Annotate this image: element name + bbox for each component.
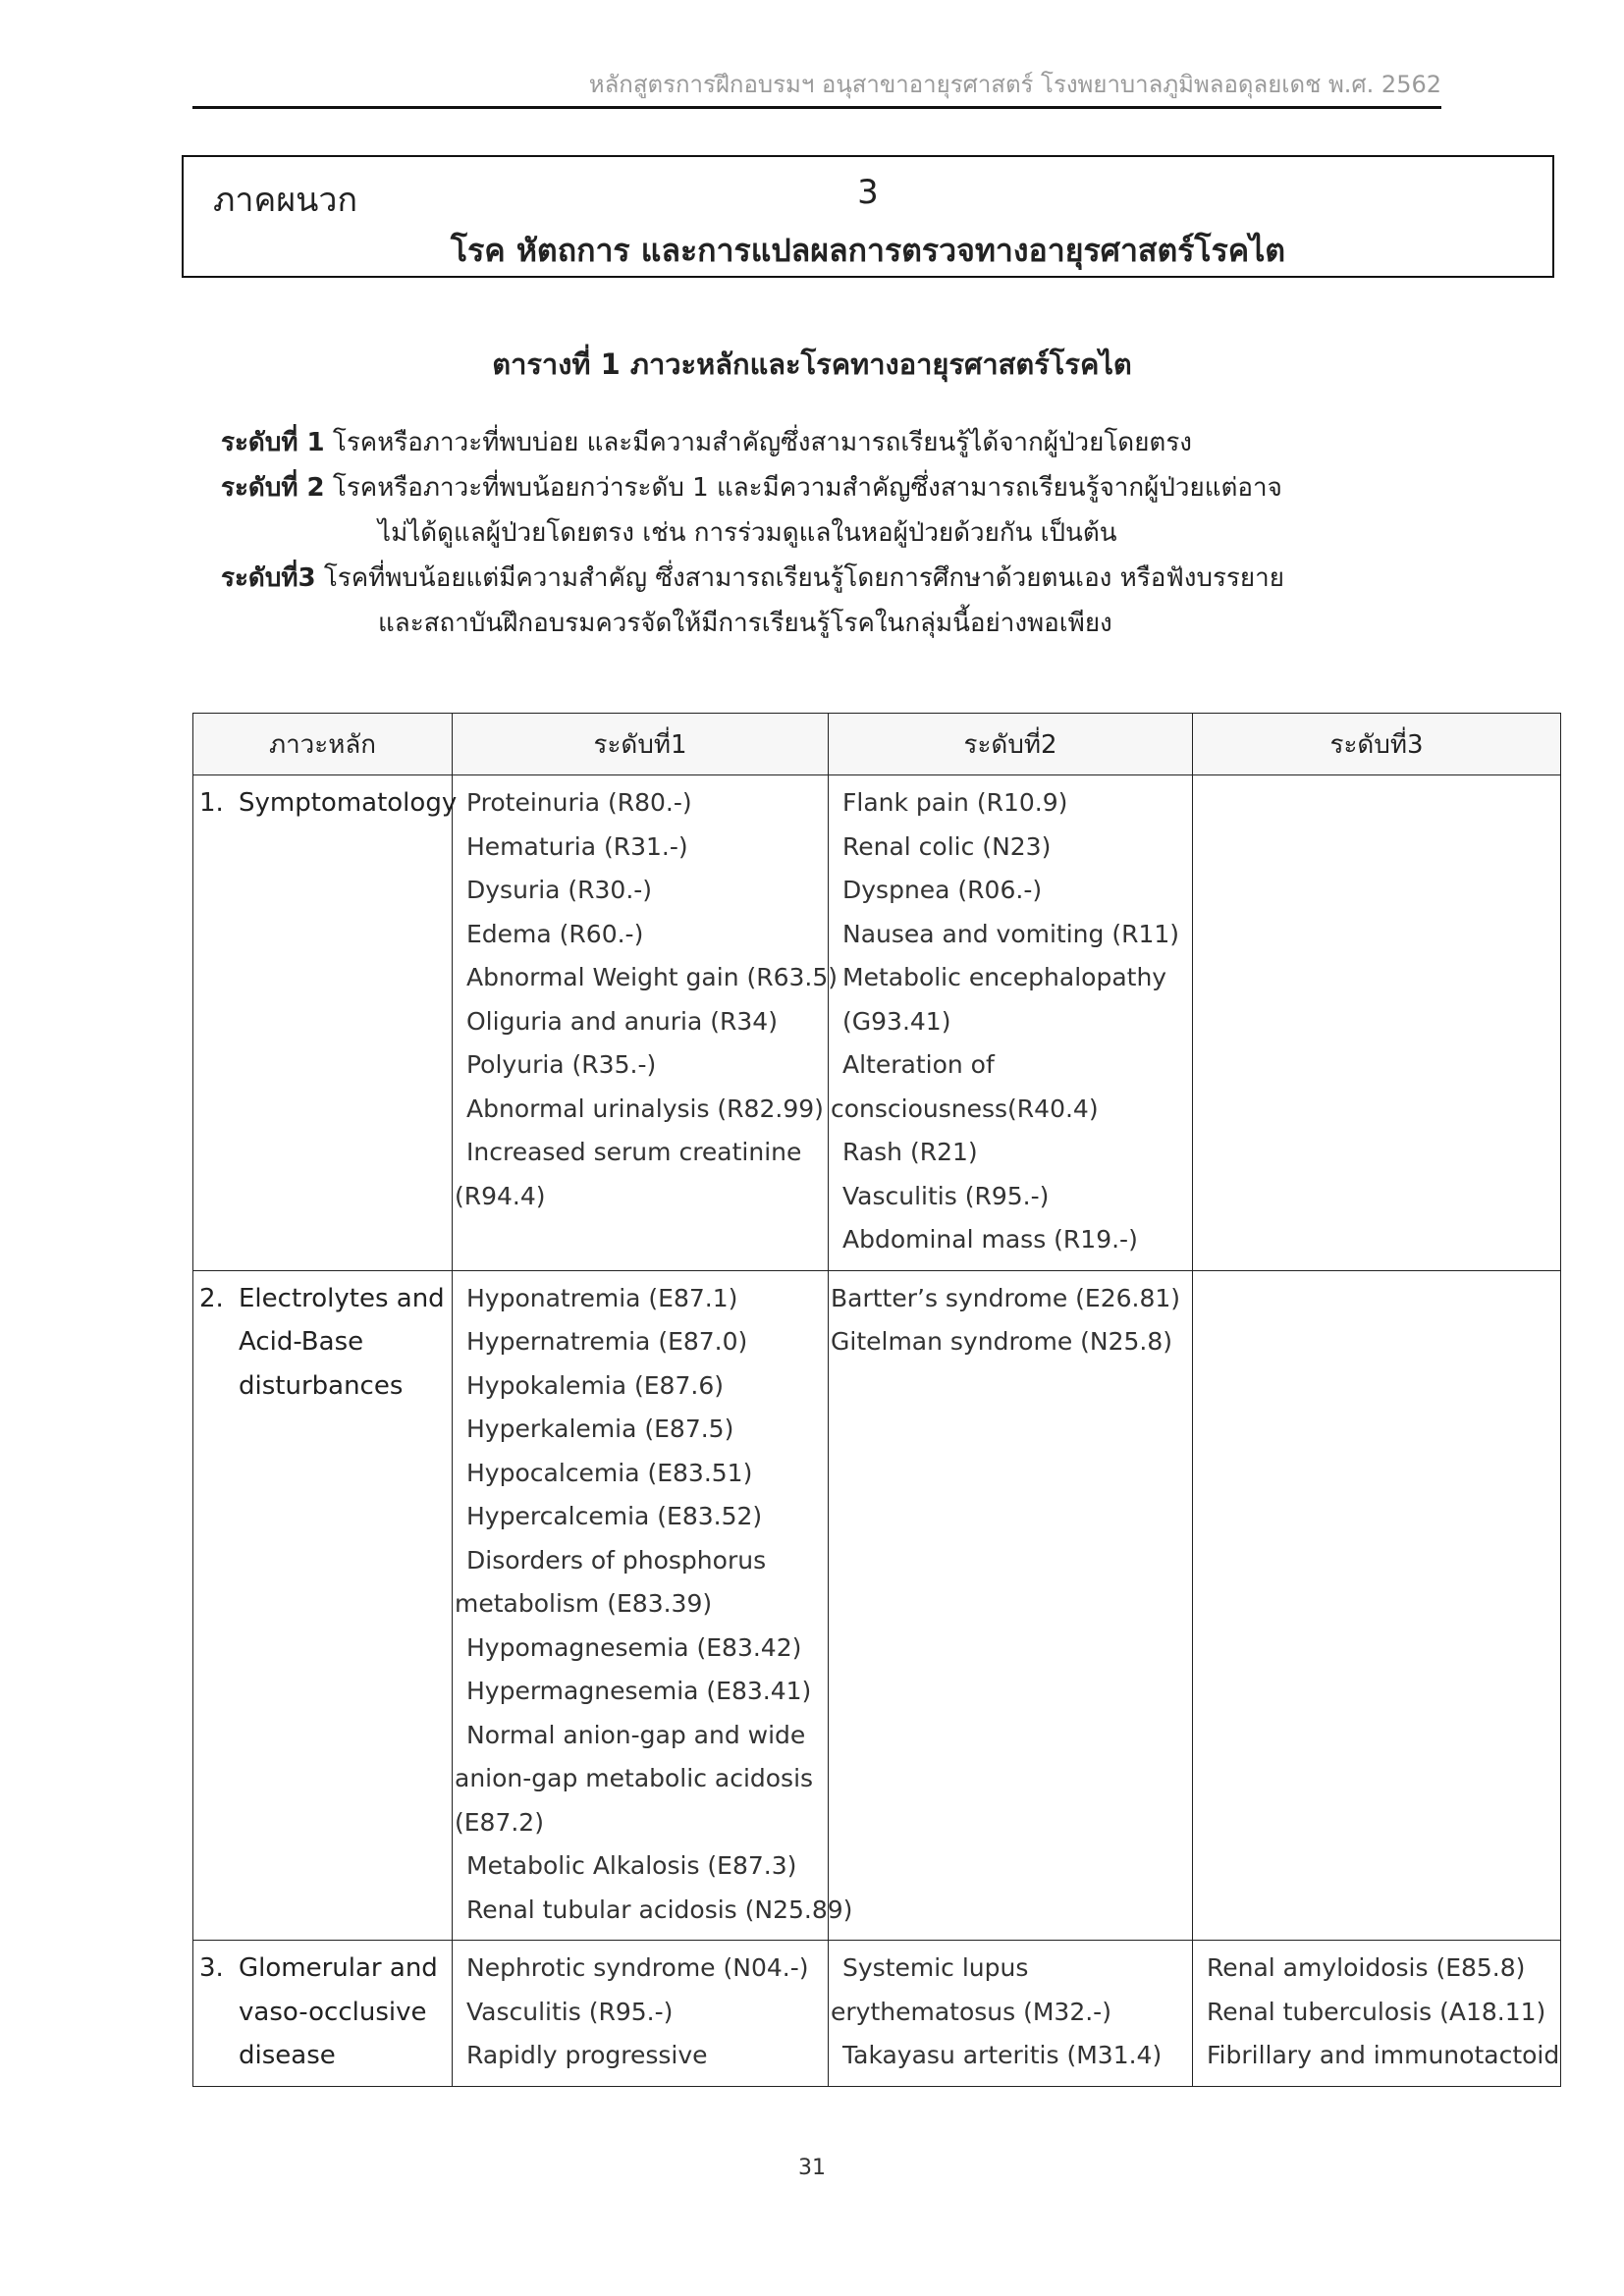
table-row xyxy=(193,1270,1561,1941)
level-1-cell xyxy=(453,775,839,1271)
level-2-cell xyxy=(829,1941,1193,2087)
appendix-title: โรค หัตถการ และการแปลผลการตรวจทางอายุรศาสตร์โรคไต xyxy=(450,232,1286,269)
list-item: Flank pain (R10.9) xyxy=(842,788,1068,817)
list-item: Dyspnea (R06.-) xyxy=(842,876,1043,904)
list-item: Polyuria (R35.-) xyxy=(466,1050,657,1079)
category-line xyxy=(193,1991,452,2035)
table-body xyxy=(193,775,1561,2087)
level-text: โรคหรือภาวะที่พบน้อยกว่าระดับ 1 และมีความสำคัญซึ่งสามารถเรียนรู้จากผู้ป่วยแต่อาจ xyxy=(324,473,1282,503)
list-item: Increased serum creatinine xyxy=(466,1138,802,1166)
category-cell xyxy=(193,1270,453,1941)
category-text: Symptomatology xyxy=(239,788,458,818)
list-item: erythematosus (M32.-) xyxy=(831,1997,1111,2026)
list-item: Bartter’s syndrome (E26.81) xyxy=(831,1283,1181,1312)
list-item: Edema (R60.-) xyxy=(466,919,644,948)
list-item: Hypermagnesemia (E83.41) xyxy=(466,1677,812,1705)
list-item: Renal colic (N23) xyxy=(842,831,1052,861)
list-item: Proteinuria (R80.-) xyxy=(466,788,692,817)
list-item: Hypomagnesemia (E83.42) xyxy=(466,1632,802,1662)
level-text: โรคที่พบน้อยแต่มีความสำคัญ ซึ่งสามารถเรียนรู้โดยการศึกษาด้วยตนเอง หรือฟังบรรยาย xyxy=(315,563,1284,593)
appendix-box xyxy=(182,155,1554,278)
level-1-definition xyxy=(221,420,1497,465)
list-item: Fibrillary and immunotactoid xyxy=(1207,2041,1560,2069)
level-key: ระดับที่ 1 xyxy=(221,428,325,457)
level-2-definition-cont: ไม่ได้ดูแลผู้ป่วยโดยตรง เช่น การร่วมดูแลในหอผู้ป่วยด้วยกัน เป็นต้น xyxy=(378,518,1117,548)
list-item: Renal amyloidosis (E85.8) xyxy=(1207,1953,1526,1982)
category-line xyxy=(193,1364,452,1409)
list-item: Vasculitis (R95.-) xyxy=(466,1997,674,2026)
level-3-cell xyxy=(1193,1270,1561,1941)
category-line xyxy=(193,1947,452,1991)
category-number: 3. xyxy=(199,1953,224,1983)
list-item: Hyponatremia (E87.1) xyxy=(466,1283,738,1312)
list-item: Rash (R21) xyxy=(842,1138,978,1166)
category-text: Electrolytes and xyxy=(239,1283,445,1313)
list-item: Hypocalcemia (E83.51) xyxy=(466,1458,753,1487)
list-item: Takayasu arteritis (M31.4) xyxy=(842,2041,1163,2069)
category-text: Acid-Base xyxy=(239,1327,364,1357)
list-item: (G93.41) xyxy=(842,1006,951,1036)
category-text: disease xyxy=(239,2041,336,2070)
list-item: Disorders of phosphorus xyxy=(466,1545,767,1575)
category-line xyxy=(193,2034,452,2078)
list-item: Hypokalemia (E87.6) xyxy=(466,1370,724,1400)
list-item: Systemic lupus xyxy=(842,1953,1029,1982)
list-item: (R94.4) xyxy=(455,1181,546,1210)
table-title: ตารางที่ 1 ภาวะหลักและโรคทางอายุรศาสตร์โรคไต xyxy=(492,347,1132,381)
category-line xyxy=(193,1320,452,1364)
category-text: Glomerular and xyxy=(239,1953,438,1983)
header-main-condition: ภาวะหลัก xyxy=(193,714,453,775)
disease-level-table xyxy=(192,713,1561,2087)
list-item: Metabolic encephalopathy xyxy=(842,963,1167,991)
list-item: Dysuria (R30.-) xyxy=(466,876,653,904)
header-level-3: ระดับที่3 xyxy=(1193,714,1561,775)
list-item: Hypernatremia (E87.0) xyxy=(466,1327,748,1356)
list-item: anion-gap metabolic acidosis xyxy=(455,1764,814,1792)
level-3-definition-cont: และสถาบันฝึกอบรมควรจัดให้มีการเรียนรู้โรคในกลุ่มนี้อย่างพอเพียง xyxy=(378,609,1112,638)
list-item: Hyperkalemia (E87.5) xyxy=(466,1415,734,1443)
category-number: 2. xyxy=(199,1283,224,1313)
level-2-cell xyxy=(829,1270,1193,1941)
header-level-2: ระดับที่2 xyxy=(829,714,1193,775)
header-rule xyxy=(192,106,1441,109)
list-item: Vasculitis (R95.-) xyxy=(842,1181,1050,1210)
level-3-cell xyxy=(1193,775,1561,1271)
list-item: Alteration of xyxy=(842,1050,995,1079)
page-number: 31 xyxy=(798,2156,826,2180)
running-header: หลักสูตรการฝึกอบรมฯ อนุสาขาอายุรศาสตร์ โรงพยาบาลภูมิพลอดุลยเดช พ.ศ. 2562 xyxy=(588,71,1441,98)
list-item: Nephrotic syndrome (N04.-) xyxy=(466,1953,809,1982)
level-2-definition xyxy=(221,465,1497,510)
category-text: disturbances xyxy=(239,1370,404,1401)
level-3-definition xyxy=(221,556,1497,601)
list-item: Nausea and vomiting (R11) xyxy=(842,919,1180,948)
list-item: Rapidly progressive xyxy=(466,2041,708,2069)
list-item: Abnormal urinalysis (R82.99) xyxy=(466,1094,824,1123)
level-definitions xyxy=(221,420,1497,646)
list-item: metabolism (E83.39) xyxy=(455,1589,713,1618)
list-item: Hypercalcemia (E83.52) xyxy=(466,1502,763,1530)
category-text: vaso-occlusive xyxy=(239,1997,427,2027)
header-level-1: ระดับที่1 xyxy=(453,714,829,775)
list-item: Abdominal mass (R19.-) xyxy=(842,1225,1138,1254)
level-key: ระดับที่3 xyxy=(221,563,316,593)
category-line xyxy=(193,1277,452,1321)
category-line xyxy=(193,781,458,826)
list-item: (E87.2) xyxy=(455,1807,544,1837)
level-key: ระดับที่ 2 xyxy=(221,473,325,503)
level-2-cell xyxy=(829,775,1193,1271)
list-item: consciousness(R40.4) xyxy=(831,1094,1099,1123)
table-row xyxy=(193,1941,1561,2087)
category-number: 1. xyxy=(199,788,224,818)
list-item: Hematuria (R31.-) xyxy=(466,831,688,861)
list-item: Oliguria and anuria (R34) xyxy=(466,1006,778,1036)
list-item: Renal tubular acidosis (N25.89) xyxy=(466,1895,853,1924)
list-item: Renal tuberculosis (A18.11) xyxy=(1207,1997,1546,2026)
list-item: Metabolic Alkalosis (E87.3) xyxy=(466,1851,797,1880)
level-1-cell xyxy=(453,1941,829,2087)
category-cell xyxy=(193,775,458,1271)
list-item: Abnormal Weight gain (R63.5) xyxy=(466,963,839,991)
level-3-cell xyxy=(1193,1941,1561,2087)
appendix-number: 3 xyxy=(857,173,879,212)
list-item: Gitelman syndrome (N25.8) xyxy=(831,1327,1173,1356)
category-cell xyxy=(193,1941,453,2087)
level-1-cell xyxy=(453,1270,853,1941)
table-header-row xyxy=(193,714,1561,775)
appendix-label: ภาคผนวก xyxy=(213,181,358,220)
table-row xyxy=(193,775,1561,1271)
list-item: Normal anion-gap and wide xyxy=(466,1720,806,1749)
level-text: โรคหรือภาวะที่พบบ่อย และมีความสำคัญซึ่งสามารถเรียนรู้ได้จากผู้ป่วยโดยตรง xyxy=(324,428,1192,457)
